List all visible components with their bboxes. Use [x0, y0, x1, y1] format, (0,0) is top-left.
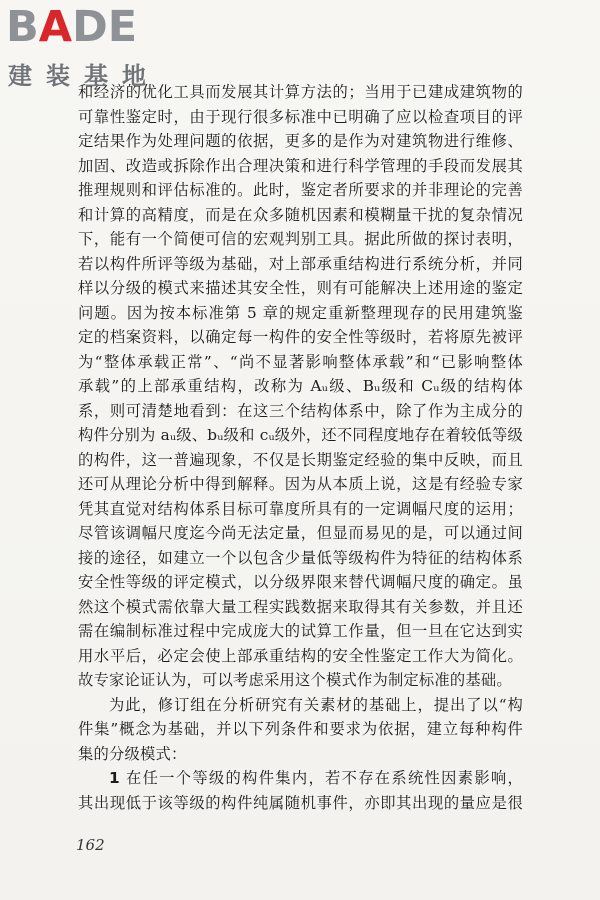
logo-chinese-text: 建装基地: [8, 62, 160, 90]
text-line: 加固、改造或拆除作出合理决策和进行科学管理的手段而发展其: [78, 156, 523, 175]
text-line: 系，则可清楚地看到：在这三个结构体系中，除了作为主成分的: [78, 401, 523, 420]
text-line: 推理规则和评估标准的。此时，鉴定者所要求的并非理论的完善: [78, 181, 523, 199]
text-line: 还可从理论分析中得到解释。因为从本质上说，这是有经验专家: [78, 475, 523, 493]
numbered-item-line: 1 在任一个等级的构件集内，若不存在系统性因素影响，: [109, 769, 523, 787]
text-line: 集的分级模式：: [78, 744, 187, 763]
text-line: 样以分级的模式来描述其安全性，则有可能解决上述用途的鉴定: [78, 279, 523, 297]
text-line: 尽管该调幅尺度迄今尚无法定量，但显而易见的是，可以通过间: [78, 524, 523, 542]
text-line: 问题。因为按本标准第 5 章的规定重新整理现存的民用建筑鉴: [78, 303, 523, 322]
text-line: 的构件，这一普遍现象，不仅是长期鉴定经验的集中反映，而且: [78, 450, 523, 469]
text-line: 件集”概念为基础，并以下列条件和要求为依据，建立每种构件: [78, 720, 523, 738]
page-number: 162: [76, 836, 105, 854]
text-line: 为此，修订组在分析研究有关素材的基础上，提出了以“构: [109, 695, 523, 714]
text-line: 若以构件所评等级为基础，对上部承重结构进行系统分析，并同: [78, 254, 523, 273]
text-line: 定结果作为处理问题的依据，更多的是作为对建筑物进行维修、: [78, 132, 523, 150]
text-line: 凭其直觉对结构体系目标可靠度所具有的一定调幅尺度的运用；: [78, 499, 523, 518]
bade-watermark-logo: [6, 4, 176, 94]
text-line: 为“整体承载正常”、“尚不显著影响整体承载”和“已影响整体: [78, 352, 523, 371]
item-number: 1: [109, 769, 120, 787]
text-line: 定的档案资料，以确定每一构件的安全性等级时，若将原先被评: [78, 328, 523, 346]
text-line: 然这个模式需依靠大量工程实践数据来取得其有关参数，并且还: [78, 597, 523, 616]
text-line: 和经济的优化工具而发展其计算方法的；当用于已建成建筑物的: [78, 83, 523, 101]
body-text: [78, 80, 523, 815]
text-line: 用水平后，必定会使上部承重结构的安全性鉴定工作大为简化。: [78, 646, 523, 665]
text-line: 需在编制标准过程中完成庞大的试算工作量，但一旦在它达到实: [78, 622, 523, 640]
text-line: 和计算的高精度，而是在众多随机因素和模糊量干扰的复杂情况: [78, 205, 523, 224]
text-line: 故专家论证认为，可以考虑采用这个模式作为制定标准的基础。: [78, 671, 512, 689]
text-line: 接的途径，如建立一个以包含少量低等级构件为特征的结构体系: [78, 548, 523, 567]
text-line: 安全性等级的评定模式，以分级界限来替代调幅尺度的确定。虽: [78, 573, 523, 591]
text-line: 其出现低于该等级的构件纯属随机事件，亦即其出现的量应是很: [78, 793, 523, 812]
text-line: 下，能有一个简便可信的宏观判别工具。据此所做的探讨表明，: [78, 230, 523, 248]
text-line: 承载”的上部承重结构，改称为 Aᵤ级、Bᵤ级和 Cᵤ级的结构体: [78, 377, 523, 395]
logo-wordmark: BADE: [6, 2, 138, 52]
text-line: 构件分别为 aᵤ级、bᵤ级和 cᵤ级外，还不同程度地存在着较低等级: [78, 426, 523, 444]
text-line: 可靠性鉴定时，由于现行很多标准中已明确了应以检查项目的评: [78, 107, 523, 126]
